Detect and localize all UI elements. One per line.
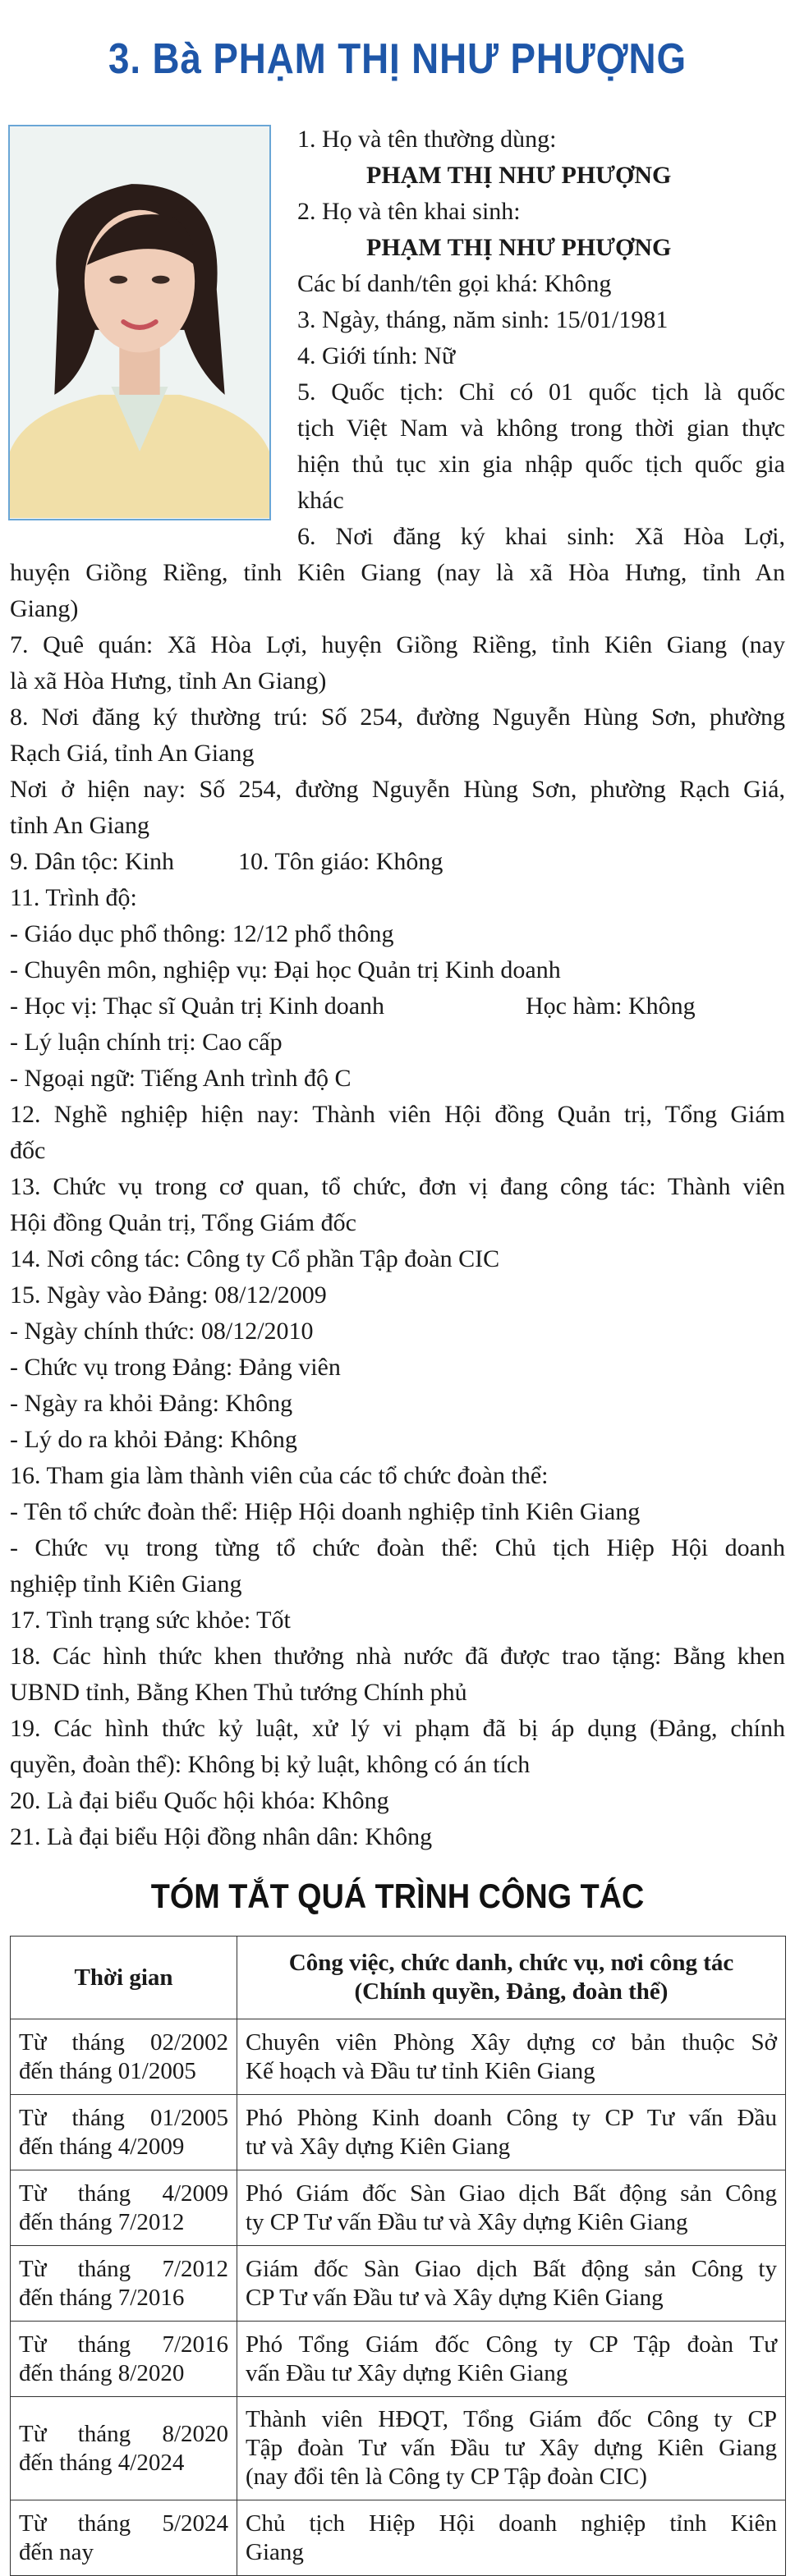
field-birth-registration-cont: Giang)	[10, 595, 79, 622]
field-organization-role-cont: nghiệp tỉnh Kiên Giang	[10, 1570, 242, 1597]
cell-time-line: Từ tháng 7/2012	[19, 2255, 228, 2282]
cell-time-line: đến tháng 7/2012	[19, 2208, 185, 2235]
field-hometown-cont: là xã Hòa Hưng, tỉnh An Giang)	[10, 667, 327, 694]
field-party-leave-date: - Ngày ra khỏi Đảng: Không	[10, 1390, 293, 1417]
cell-time-line: Từ tháng 01/2005	[19, 2104, 228, 2131]
cell-work-line: Tập đoàn Tư vấn Đầu tư Xây dựng Kiên Giang	[246, 2435, 777, 2461]
history-title: TÓM TẮT QUÁ TRÌNH CÔNG TÁC	[150, 1877, 645, 1915]
portrait-image	[10, 126, 269, 519]
table-row	[11, 2095, 786, 2170]
header-time: Thời gian	[11, 1937, 237, 2019]
cell-time-line: đến tháng 01/2005	[19, 2057, 196, 2084]
field-organization-name: - Tên tổ chức đoàn thể: Hiệp Hội doanh nghiệp tỉnh Kiên Giang	[10, 1498, 641, 1525]
cell-time-line: Từ tháng 5/2024	[19, 2510, 228, 2537]
header-work-line2: (Chính quyền, Đảng, đoàn thể)	[354, 1978, 669, 2005]
cell-time-line: đến tháng 4/2009	[19, 2133, 185, 2160]
field-birth-registration: 6. Nơi đăng ký khai sinh: Xã Hòa Lợi,	[297, 523, 785, 550]
cell-work	[237, 2019, 786, 2095]
cell-work-line: (nay đổi tên là Công ty CP Tập đoàn CIC)	[246, 2464, 647, 2490]
cell-work-line: vấn Đầu tư Xây dựng Kiên Giang	[246, 2359, 568, 2386]
cell-work-line: Phó Giám đốc Sàn Giao dịch Bất động sản Công	[246, 2180, 777, 2207]
field-current-residence-cont: tỉnh An Giang	[10, 812, 149, 839]
table-header-row	[11, 1937, 786, 2019]
field-nationality-cont: hiện thủ tục xin gia nhập quốc tịch quốc gia	[297, 451, 785, 478]
field-position: 13. Chức vụ trong cơ quan, tổ chức, đơn vị đang công tác: Thành viên	[10, 1173, 785, 1200]
cell-work	[237, 2500, 786, 2576]
field-aliases: Các bí danh/tên gọi khá: Không	[297, 270, 612, 297]
field-permanent-residence-cont: Rạch Giá, tỉnh An Giang	[10, 740, 255, 767]
field-profession: - Chuyên môn, nghiệp vụ: Đại học Quản trị Kinh doanh	[10, 956, 561, 983]
portrait-photo	[8, 125, 271, 520]
cell-work-line: Phó Tổng Giám đốc Công ty CP Tập đoàn Tư	[246, 2331, 777, 2358]
cell-work-line: tư và Xây dựng Kiên Giang	[246, 2133, 511, 2160]
field-birth-name-value: PHẠM THỊ NHƯ PHƯỢNG	[366, 234, 672, 261]
field-religion: 10. Tôn giáo: Không	[238, 848, 443, 875]
field-national-assembly: 20. Là đại biểu Quốc hội khóa: Không	[10, 1787, 389, 1814]
field-ethnicity: 9. Dân tộc: Kinh	[10, 848, 174, 875]
cell-time	[11, 2019, 237, 2095]
cell-time	[11, 2500, 237, 2576]
field-birth-date: 3. Ngày, tháng, năm sinh: 15/01/1981	[297, 306, 669, 333]
field-common-name-label: 1. Họ và tên thường dùng:	[297, 126, 557, 153]
work-history-table	[10, 1936, 786, 2576]
field-health: 17. Tình trạng sức khỏe: Tốt	[10, 1607, 291, 1634]
field-organization-role: - Chức vụ trong từng tổ chức đoàn thể: Chủ tịch Hiệp Hội doanh	[10, 1534, 785, 1561]
field-birth-name-label: 2. Họ và tên khai sinh:	[297, 198, 521, 225]
field-awards: 18. Các hình thức khen thưởng nhà nước đã được trao tặng: Bằng khen	[10, 1643, 785, 1670]
field-occupation: 12. Nghề nghiệp hiện nay: Thành viên Hội đồng Quản trị, Tổng Giám	[10, 1101, 785, 1128]
field-hometown: 7. Quê quán: Xã Hòa Lợi, huyện Giồng Riềng, tỉnh Kiên Giang (nay	[10, 631, 785, 658]
field-qualification-heading: 11. Trình độ:	[10, 884, 137, 911]
field-awards-cont: UBND tỉnh, Bằng Khen Thủ tướng Chính phủ	[10, 1679, 467, 1706]
table-row	[11, 2500, 786, 2576]
cell-time	[11, 2095, 237, 2170]
field-organizations-heading: 16. Tham gia làm thành viên của các tổ chức đoàn thể:	[10, 1462, 549, 1489]
field-birth-registration-cont: huyện Giồng Riềng, tỉnh Kiên Giang (nay là xã Hòa Hưng, tỉnh An	[10, 559, 785, 586]
field-position-cont: Hội đồng Quản trị, Tổng Giám đốc	[10, 1209, 356, 1236]
field-general-education: - Giáo dục phổ thông: 12/12 phổ thông	[10, 920, 394, 947]
cell-work	[237, 2170, 786, 2246]
header-work-line1: Công việc, chức danh, chức vụ, nơi công tác	[288, 1950, 734, 1976]
cell-work	[237, 2246, 786, 2322]
history-rows	[11, 2019, 786, 2576]
cell-time	[11, 2170, 237, 2246]
cell-work-line: Giám đốc Sàn Giao dịch Bất động sản Công ty	[246, 2255, 777, 2282]
cell-work-line: Kế hoạch và Đầu tư tỉnh Kiên Giang	[246, 2057, 595, 2084]
field-gender: 4. Giới tính: Nữ	[297, 342, 456, 369]
cell-work-line: Giang	[246, 2538, 304, 2565]
candidate-title: 3. Bà PHẠM THỊ NHƯ PHƯỢNG	[108, 35, 687, 83]
table-row	[11, 2397, 786, 2500]
field-academic-degree: - Học vị: Thạc sĩ Quản trị Kinh doanh	[10, 992, 385, 1020]
field-academic-title: Học hàm: Không	[526, 992, 696, 1020]
field-nationality-cont: tịch Việt Nam và không trong thời gian thực	[297, 415, 785, 442]
cell-time-line: Từ tháng 7/2016	[19, 2331, 228, 2358]
field-political-theory: - Lý luận chính trị: Cao cấp	[10, 1029, 283, 1056]
field-foreign-language: - Ngoại ngữ: Tiếng Anh trình độ C	[10, 1065, 352, 1092]
field-party-leave-reason: - Lý do ra khỏi Đảng: Không	[10, 1426, 297, 1453]
field-party-role: - Chức vụ trong Đảng: Đảng viên	[10, 1354, 341, 1381]
table-row	[11, 2019, 786, 2095]
table-row	[11, 2322, 786, 2397]
cell-time-line: Từ tháng 4/2009	[19, 2180, 228, 2207]
table-row	[11, 2246, 786, 2322]
field-common-name-value: PHẠM THỊ NHƯ PHƯỢNG	[366, 162, 672, 189]
field-current-residence: Nơi ở hiện nay: Số 254, đường Nguyễn Hùng Sơn, phường Rạch Giá,	[10, 776, 785, 803]
field-party-official-date: - Ngày chính thức: 08/12/2010	[10, 1318, 314, 1345]
cell-work-line: Chuyên viên Phòng Xây dựng cơ bản thuộc Sở	[246, 2028, 777, 2056]
field-occupation-cont: đốc	[10, 1137, 46, 1164]
field-permanent-residence: 8. Nơi đăng ký thường trú: Số 254, đường Nguyễn Hùng Sơn, phường	[10, 704, 785, 731]
cell-work-line: Thành viên HĐQT, Tổng Giám đốc Công ty CP	[246, 2406, 777, 2432]
cell-work-line: ty CP Tư vấn Đầu tư và Xây dựng Kiên Giang	[246, 2208, 688, 2235]
cell-work-line: CP Tư vấn Đầu tư và Xây dựng Kiên Giang	[246, 2284, 664, 2311]
field-discipline-cont: quyền, đoàn thể): Không bị kỷ luật, không có án tích	[10, 1751, 531, 1778]
cell-time	[11, 2246, 237, 2322]
field-peoples-council: 21. Là đại biểu Hội đồng nhân dân: Không	[10, 1823, 433, 1850]
cell-time	[11, 2322, 237, 2397]
cell-time-line: đến tháng 4/2024	[19, 2449, 185, 2476]
cell-time-line: Từ tháng 02/2002	[19, 2028, 228, 2056]
cell-work-line: Phó Phòng Kinh doanh Công ty CP Tư vấn Đầu	[246, 2104, 777, 2131]
cell-time-line: đến tháng 8/2020	[19, 2359, 185, 2386]
cell-time-line: đến nay	[19, 2538, 94, 2565]
field-party-join-date: 15. Ngày vào Đảng: 08/12/2009	[10, 1281, 327, 1309]
header-work	[237, 1937, 786, 2019]
field-nationality: 5. Quốc tịch: Chỉ có 01 quốc tịch là quốc	[297, 378, 785, 406]
cell-work	[237, 2095, 786, 2170]
cell-time-line: Từ tháng 8/2020	[19, 2420, 228, 2447]
cell-work	[237, 2322, 786, 2397]
cell-work	[237, 2397, 786, 2500]
field-discipline: 19. Các hình thức kỷ luật, xử lý vi phạm đã bị áp dụng (Đảng, chính	[10, 1715, 785, 1742]
field-workplace: 14. Nơi công tác: Công ty Cổ phần Tập đoàn CIC	[10, 1245, 500, 1272]
table-row	[11, 2170, 786, 2246]
cell-time	[11, 2397, 237, 2500]
cell-time-line: đến tháng 7/2016	[19, 2284, 185, 2311]
cell-work-line: Chủ tịch Hiệp Hội doanh nghiệp tỉnh Kiên	[246, 2510, 777, 2537]
field-nationality-cont: khác	[297, 487, 344, 514]
